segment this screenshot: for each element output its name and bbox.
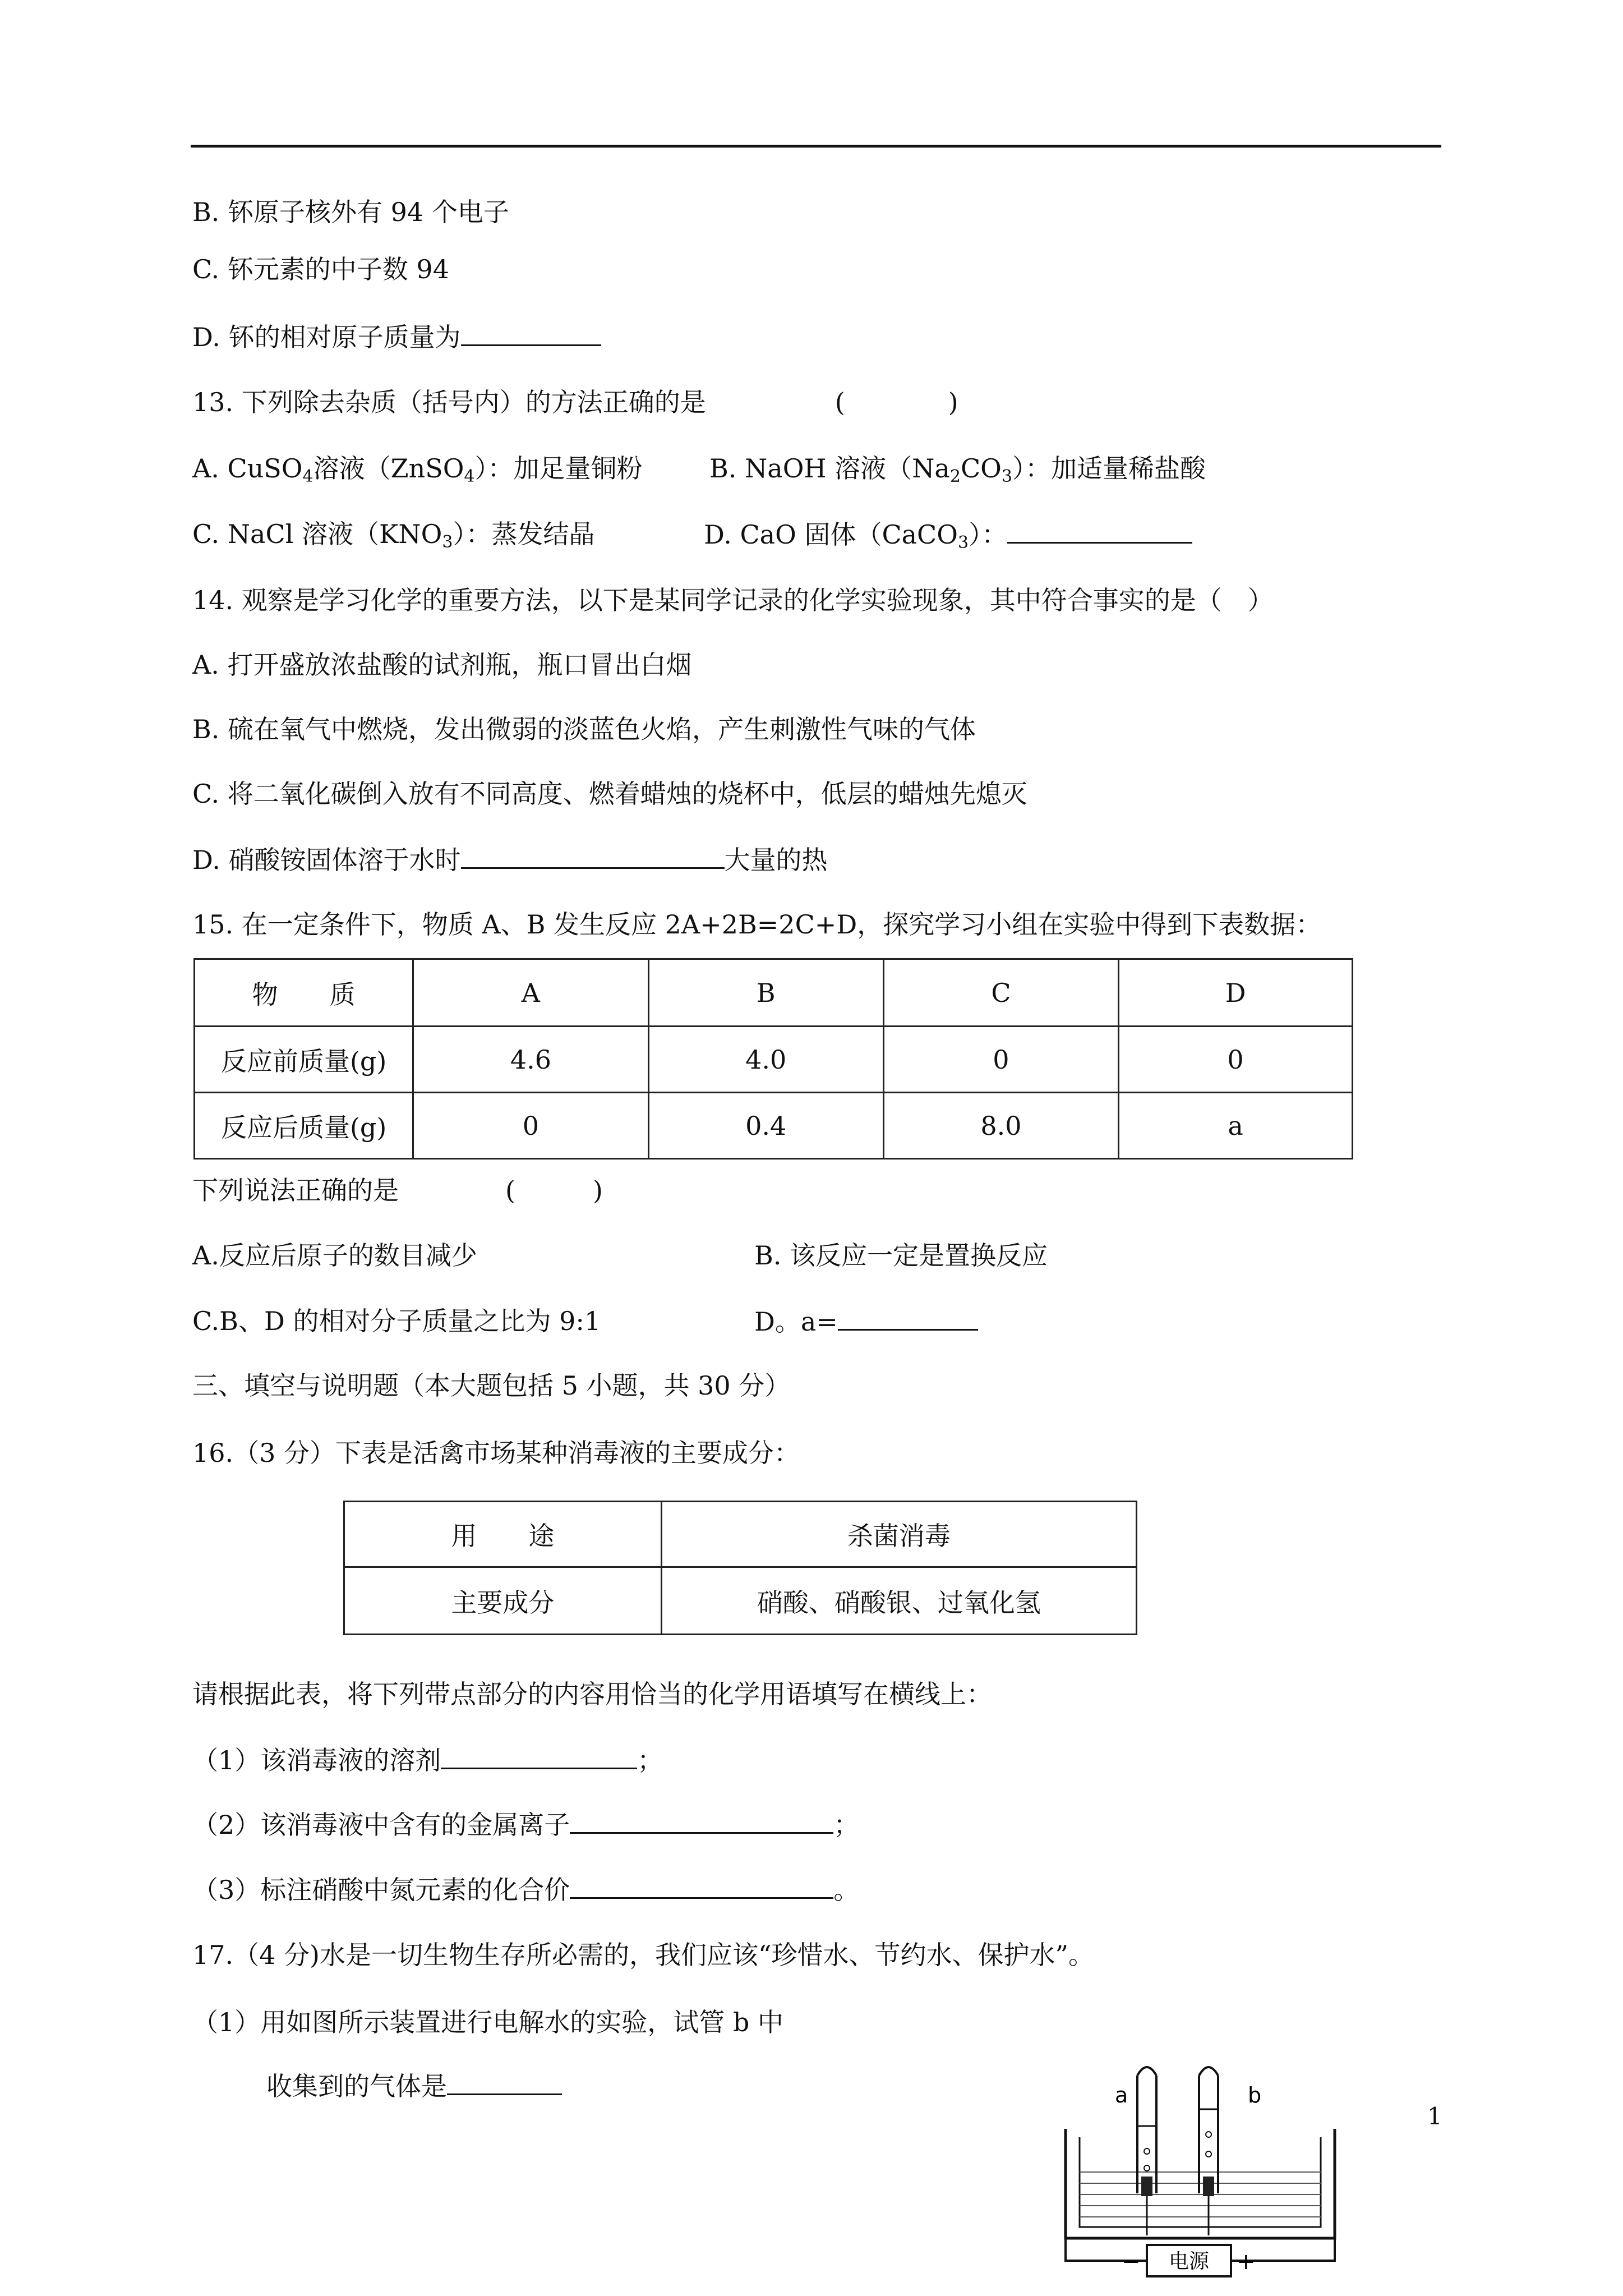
option-line: C. 钚元素的中子数 94 [192, 254, 449, 284]
table-cell: 反应后质量(g) [195, 1093, 413, 1159]
q14-option-b: B. 硫在氧气中燃烧，发出微弱的淡蓝色火焰，产生刺激性气味的气体 [192, 714, 976, 744]
electrode-b [1203, 2177, 1214, 2196]
q17-part-1: （1）用如图所示装置进行电解水的实验，试管 b 中 [192, 2007, 783, 2037]
plus-terminal: + [1237, 2249, 1256, 2275]
table-cell: 0 [883, 1027, 1118, 1093]
q14-option-a: A. 打开盛放浓盐酸的试剂瓶，瓶口冒出白烟 [192, 650, 692, 680]
option-line: B. 钚原子核外有 94 个电子 [192, 197, 509, 227]
table-cell: C [883, 959, 1118, 1027]
table-cell: 8.0 [883, 1093, 1118, 1159]
table-row [344, 1502, 1137, 1567]
q16-part-2: （2）该消毒液中含有的金属离子 ； [192, 1807, 859, 1842]
question-17: 17.（4 分)水是一切生物生存所必需的，我们应该“珍惜水、节约水、保护水”。 [192, 1940, 1095, 1970]
answer-blank[interactable] [838, 1304, 978, 1331]
gas-levels [1137, 2109, 1218, 2126]
table-cell: 0 [413, 1093, 648, 1159]
test-tube-a [1137, 2067, 1156, 2193]
section-heading: 三、填空与说明题（本大题包括 5 小题，共 30 分） [192, 1370, 791, 1401]
minus-terminal: − [1122, 2249, 1141, 2275]
question-14: 14. 观察是学习化学的重要方法，以下是某同学记录的化学实验现象，其中符合事实的是（ ） [192, 585, 1274, 615]
bubble [1144, 2148, 1150, 2154]
tube-b-label: b [1248, 2083, 1262, 2108]
q13-option-d: D. CaO 固体（CaCO$_3$）： [704, 517, 1192, 551]
electrode-a [1141, 2177, 1152, 2196]
q16-table [343, 1501, 1137, 1635]
answer-blank[interactable] [447, 2069, 562, 2095]
page-number: 1 [1427, 2102, 1442, 2130]
table-cell: 杀菌消毒 [661, 1502, 1136, 1567]
q16-part-1: （1）该消毒液的溶剂 ； [192, 1743, 663, 1777]
q13-option-b: B. NaOH 溶液$(Na_2CO_3)$：加适量稀盐酸 [709, 453, 1206, 486]
table-cell: a [1119, 1093, 1353, 1159]
answer-blank[interactable] [570, 1807, 833, 1834]
answer-blank[interactable] [570, 1872, 833, 1899]
table-cell: A [413, 959, 648, 1027]
q16-instruction: 请根据此表，将下列带点部分的内容用恰当的化学用语填写在横线上： [192, 1679, 992, 1709]
power-supply-label: 电源 [1168, 2250, 1210, 2273]
question-15: 15. 在一定条件下，物质 A、B 发生反应 2A+2B=2C+D，探究学习小组在实验中得到下表数据： [192, 909, 1322, 940]
q15-option-d: D。a= [754, 1304, 978, 1338]
table-cell: 4.0 [648, 1027, 883, 1093]
question-13: 13. 下列除去杂质（括号内）的方法正确的是 ( ) [192, 387, 958, 417]
table-cell: 反应前质量(g) [195, 1027, 413, 1093]
table-cell: 4.6 [413, 1027, 648, 1093]
table-cell: 0 [1119, 1027, 1353, 1093]
q14-option-d: D. 硝酸铵固体溶于水时 大量的热 [192, 843, 828, 877]
table-row [195, 1093, 1353, 1159]
bubble [1144, 2165, 1150, 2171]
question-16: 16.（3 分）下表是活禽市场某种消毒液的主要成分： [192, 1438, 800, 1468]
table-row [344, 1567, 1137, 1635]
q15-option-b: B. 该反应一定是置换反应 [754, 1240, 1048, 1271]
q15-option-a: A.反应后原子的数目减少 [192, 1240, 477, 1271]
electrolysis-apparatus-figure [1054, 2042, 1346, 2289]
q13-options-ab: A. CuSO$_4$溶液（ZnSO$_4$）：加足量铜粉 [192, 453, 643, 486]
q17-part-1-cont: 收集到的气体是 [266, 2069, 562, 2103]
q15-prompt: 下列说法正确的是 ( ) [192, 1175, 603, 1205]
table-cell: 用 途 [344, 1502, 662, 1567]
q14-option-c: C. 将二氧化碳倒入放有不同高度、燃着蜡烛的烧杯中，低层的蜡烛先熄灭 [192, 779, 1027, 809]
table-row [195, 959, 1353, 1027]
header-rule [191, 145, 1441, 148]
table-cell: B [648, 959, 883, 1027]
answer-blank[interactable] [441, 1743, 637, 1769]
bubble [1206, 2151, 1211, 2157]
tube-a-label: a [1115, 2083, 1128, 2108]
table-cell: 物 质 [195, 959, 413, 1027]
q16-part-3: （3）标注硝酸中氮元素的化合价 。 [192, 1872, 859, 1907]
q15-data-table [193, 958, 1353, 1159]
q15-option-c: C.B、D 的相对分子质量之比为 9:1 [192, 1306, 601, 1336]
electrode-wires [1147, 2196, 1209, 2235]
table-row [195, 1027, 1353, 1093]
answer-blank[interactable] [461, 320, 601, 346]
bubble [1206, 2132, 1211, 2137]
table-cell: 0.4 [648, 1093, 883, 1159]
answer-blank[interactable] [1007, 517, 1192, 544]
table-cell: 硝酸、硝酸银、过氧化氢 [661, 1567, 1136, 1635]
table-cell: D [1119, 959, 1353, 1027]
test-tube-b [1199, 2067, 1218, 2193]
q13-option-c: C. NaCl 溶液$(KNO_3)$：蒸发结晶 [192, 519, 595, 552]
option-line: D. 钚的相对原子质量为 [192, 320, 601, 354]
answer-blank[interactable] [461, 843, 725, 869]
table-cell: 主要成分 [344, 1567, 662, 1635]
